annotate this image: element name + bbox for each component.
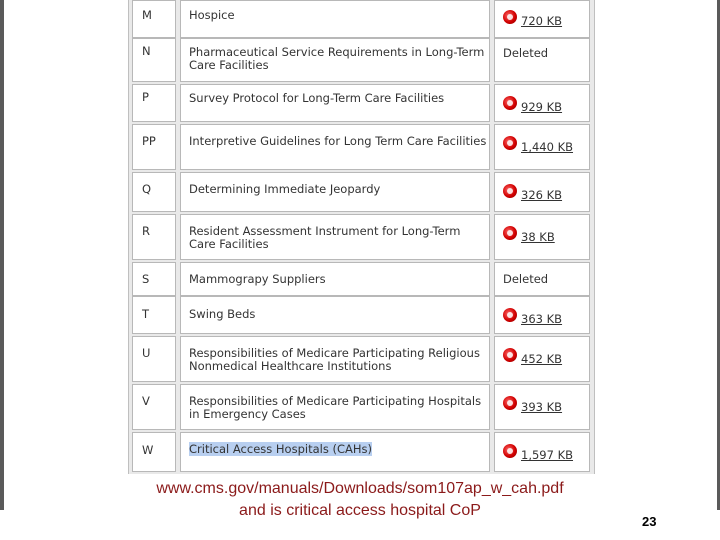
file-size-cell — [494, 262, 590, 296]
appendix-code: T — [132, 296, 176, 334]
file-size-cell — [494, 432, 590, 472]
appendix-title: Resident Assessment Instrument for Long-Term Care Facilities — [180, 214, 490, 260]
file-size-cell — [494, 84, 590, 122]
pdf-download-link[interactable]: 363 KB — [521, 312, 563, 326]
file-size-cell — [494, 336, 590, 382]
source-url: www.cms.gov/manuals/Downloads/som107ap_w_cah.pdf — [156, 480, 564, 497]
table-row — [132, 296, 590, 334]
table-row — [132, 384, 590, 430]
table-row — [132, 432, 590, 472]
appendix-title: Survey Protocol for Long-Term Care Facilities — [180, 84, 490, 122]
pdf-download-link[interactable]: 452 KB — [521, 352, 563, 366]
table-row — [132, 38, 590, 82]
appendix-code: N — [132, 38, 176, 82]
deleted-label: Deleted — [503, 46, 549, 60]
appendix-title: Responsibilities of Medicare Participating Hospitals in Emergency Cases — [180, 384, 490, 430]
appendix-title: Interpretive Guidelines for Long Term Care Facilities — [180, 124, 490, 170]
appendix-title: Pharmaceutical Service Requirements in Long-Term Care Facilities — [180, 38, 490, 82]
table-row — [132, 214, 590, 260]
appendix-title: Swing Beds — [180, 296, 490, 334]
appendix-code: S — [132, 262, 176, 296]
pdf-icon[interactable] — [503, 184, 517, 198]
page-number: 23 — [642, 514, 657, 529]
caption-subtitle: and is critical access hospital CoP — [239, 502, 481, 519]
file-size-cell — [494, 124, 590, 170]
pdf-download-link[interactable]: 326 KB — [521, 188, 563, 202]
appendix-code: U — [132, 336, 176, 382]
appendix-code: V — [132, 384, 176, 430]
pdf-icon[interactable] — [503, 226, 517, 240]
pdf-download-link[interactable]: 929 KB — [521, 100, 563, 114]
pdf-icon[interactable] — [503, 10, 517, 24]
pdf-icon[interactable] — [503, 396, 517, 410]
pdf-icon[interactable] — [503, 136, 517, 150]
appendix-title-cell — [180, 432, 490, 472]
pdf-icon[interactable] — [503, 444, 517, 458]
pdf-download-link[interactable]: 38 KB — [521, 230, 555, 244]
pdf-download-link[interactable]: 393 KB — [521, 400, 563, 414]
pdf-icon[interactable] — [503, 96, 517, 110]
file-size-cell — [494, 384, 590, 430]
appendix-title: Responsibilities of Medicare Participating Religious Nonmedical Healthcare Institutions — [180, 336, 490, 382]
deleted-label: Deleted — [503, 272, 549, 286]
appendix-title: Determining Immediate Jeopardy — [180, 172, 490, 212]
table-row — [132, 262, 590, 296]
appendix-code: PP — [132, 124, 176, 170]
appendix-code: W — [132, 432, 176, 472]
pdf-icon[interactable] — [503, 308, 517, 322]
table-row — [132, 84, 590, 122]
appendix-code: Q — [132, 172, 176, 212]
pdf-icon[interactable] — [503, 348, 517, 362]
pdf-download-link[interactable]: 1,440 KB — [521, 140, 574, 154]
file-size-cell — [494, 214, 590, 260]
file-size-cell — [494, 0, 590, 38]
pdf-download-link[interactable]: 1,597 KB — [521, 448, 574, 462]
table-row — [132, 124, 590, 170]
table-row — [132, 172, 590, 212]
file-size-cell — [494, 172, 590, 212]
appendix-title: Hospice — [180, 0, 490, 38]
appendix-code: P — [132, 84, 176, 122]
appendix-title: Mammograpy Suppliers — [180, 262, 490, 296]
appendix-code: M — [132, 0, 176, 38]
pdf-download-link[interactable]: 720 KB — [521, 14, 563, 28]
appendix-title: Critical Access Hospitals (CAHs) — [189, 442, 372, 456]
left-border — [0, 0, 4, 510]
file-size-cell — [494, 296, 590, 334]
table-row — [132, 336, 590, 382]
file-size-cell — [494, 38, 590, 82]
appendix-code: R — [132, 214, 176, 260]
table-row — [132, 0, 590, 38]
